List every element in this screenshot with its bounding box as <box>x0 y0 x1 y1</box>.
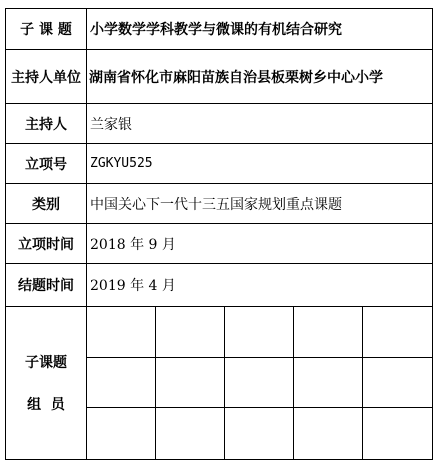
row-host <box>6 104 432 144</box>
subject-label: 子 课 题 <box>6 9 87 49</box>
category-label: 类别 <box>6 184 87 223</box>
category-value: 中国关心下一代十三五国家规划重点课题 <box>90 196 342 213</box>
members-label <box>6 307 87 459</box>
row-start-time <box>6 224 432 264</box>
member-cell <box>294 358 363 409</box>
host-value: 兰家银 <box>90 116 132 133</box>
members-label-line1: 子课题 <box>25 355 67 371</box>
host-unit-label: 主持人单位 <box>6 50 87 103</box>
member-cell <box>156 358 225 409</box>
subject-value: 小学数学学科教学与微课的有机结合研究 <box>90 22 342 38</box>
host-unit-value: 湖南省怀化市麻阳苗族自治县板栗树乡中心小学 <box>89 69 383 86</box>
members-label-line2: 组 员 <box>27 397 65 413</box>
project-no-label: 立项号 <box>6 144 87 183</box>
start-time-value: 2018 年 9 月 <box>90 236 176 253</box>
member-cell <box>363 358 432 409</box>
member-cell <box>87 358 156 409</box>
members-grid <box>87 307 432 459</box>
member-cell <box>363 307 432 358</box>
member-cell <box>225 358 294 409</box>
member-cell <box>87 408 156 459</box>
row-host-unit <box>6 50 432 104</box>
host-label: 主持人 <box>6 104 87 143</box>
member-cell <box>294 408 363 459</box>
end-time-value: 2019 年 4 月 <box>90 278 176 294</box>
row-end-time <box>6 264 432 307</box>
row-category <box>6 184 432 224</box>
start-time-label: 立项时间 <box>6 224 87 263</box>
member-cell <box>156 408 225 459</box>
row-members <box>6 307 432 459</box>
member-cell <box>87 307 156 358</box>
member-cell <box>225 307 294 358</box>
end-time-label: 结题时间 <box>6 264 87 306</box>
project-info-table <box>5 8 433 460</box>
project-no-value: ZGKYU525 <box>90 156 153 171</box>
row-subject <box>6 9 432 50</box>
member-cell <box>363 408 432 459</box>
member-cell <box>294 307 363 358</box>
member-cell <box>225 408 294 459</box>
member-cell <box>156 307 225 358</box>
row-project-no <box>6 144 432 184</box>
